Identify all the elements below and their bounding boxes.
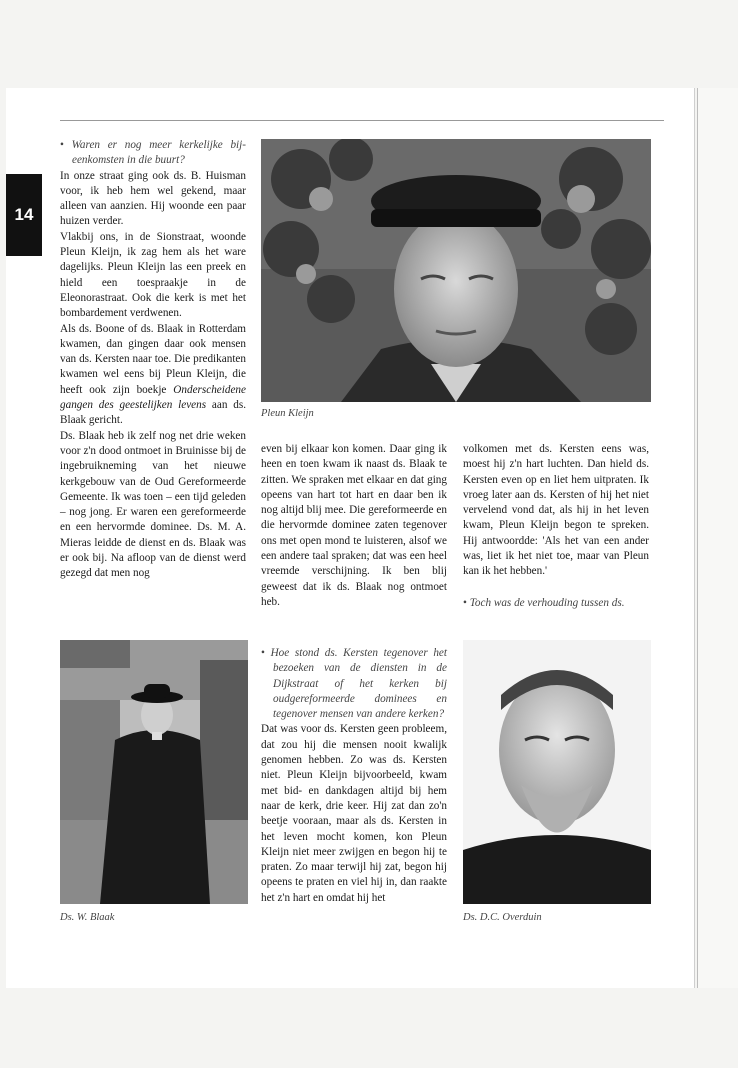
paragraph: volkomen met ds. Kersten eens was, moest hij z'n hart luchten. Dan hield ds. Kersten even op en liet hem uitpraten. Ik vroeg later aan ds. Kersten of hij het niet vervelend vond dat, als hij in het leven kwam, Pleun Kleijn begon te spreken. Hij antwoordde: 'Als het van een ander was, liet ik het niet toe, maar van Pleun kan ik het hebben.' xyxy=(463,443,649,578)
top-rule xyxy=(60,120,664,121)
caption-ds-overduin: Ds. D.C. Overduin xyxy=(463,912,542,923)
paragraph: Ds. Blaak heb ik zelf nog net drie weken voor z'n dood ontmoet in Bruinisse bij de ingebruikneming van het nieuwe kerkgebouw van de Oud Gereformeerde Gemeente. Ik was toen – een tijd geleden – nog jong. Er waren een gereformeerde en een hervormde dominee. Ds. M. A. Mieras leidde de dienst en ds. Blaak was er ook bij. Na afloop van de dienst werd gezegd dat men nog xyxy=(60,429,246,580)
question-3: • Toch was de verhouding tussen ds. xyxy=(463,596,625,609)
paragraph: Vlakbij ons, in de Sionstraat, woonde Pleun Kleijn, ik zag hem als het ware dagelijks. Pleun Kleijn las een preek en hield een toespraakje in de Eleonorastraat. Ook die kerk is met het bombardement verdwenen. xyxy=(60,230,246,320)
next-page-edge xyxy=(697,88,738,988)
question-1: • Waren er nog meer kerkelijke bij-eenkomsten in die buurt? xyxy=(60,139,246,167)
photo-ds-overduin xyxy=(463,640,651,904)
question-2: • Hoe stond ds. Kersten tegenover het bezoeken van de diensten in de Dijkstraat of het kerken bij oudgereformeerde dominees en tegenover mensen van andere kerken? xyxy=(261,647,448,721)
column-2-bottom-text xyxy=(261,646,447,906)
paragraph: Als ds. Boone of ds. Blaak in Rotterdam kwamen, dan gingen daar ook mensen van ds. Kersten naar toe. Die predikanten kwamen wel eens bij Pleun Kleijn, die heeft ook zijn boekje Onderscheidene gangen des geestelijken levens aan ds. Blaak gericht. xyxy=(60,322,246,427)
photo-ds-blaak xyxy=(60,640,248,904)
caption-ds-blaak: Ds. W. Blaak xyxy=(60,912,115,923)
paragraph: In onze straat ging ook ds. B. Huisman voor, ik heb hem wel gekend, maar alleen van aanzien. Hij woonde een paar huizen verder. xyxy=(60,169,246,228)
caption-pleun-kleijn: Pleun Kleijn xyxy=(261,408,314,419)
photo-pleun-kleijn xyxy=(261,139,651,402)
page-number-tab xyxy=(6,174,42,256)
page-number: 14 xyxy=(14,205,34,224)
paragraph: even bij elkaar kon komen. Daar ging ik heen en toen kwam ik naast ds. Blaak te zitten. We spraken met elkaar en dat ging opeens van hart tot hart en daar ben ik nog altijd blij mee. Die gereformeerde en die hervormde dominee zaten tegenover ons met open mond te luisteren, alsof we een andere taal spraken; dat was een heel vreemde verschijning. Ik ben blij geweest dat ik ds. Blaak nog ontmoet heb. xyxy=(261,443,447,608)
column-1-text xyxy=(60,138,246,582)
book-title: Onderscheidene gangen des geestelijken levens xyxy=(60,383,246,412)
column-2-text xyxy=(261,442,447,610)
paragraph: Dat was voor ds. Kersten geen probleem, dat zou hij die mensen nooit kwalijk genomen hebben. Zo was ds. Kersten niet. Pleun Kleijn bijvoorbeeld, kwam met bid- en dankdagen altijd bij hem naar de kerk, drie keer. Hij zat dan zo'n beetje vooraan, maar als ds. Kersten in het leven mocht komen, kon Pleun Kleijn niet meer zwijgen en begon hij te praten. Zo maar terwijl hij zat, begon hij opeens te praten en viel hij in, dan raakte het z'n hart en omdat hij het xyxy=(261,723,447,904)
column-3-text xyxy=(463,442,649,611)
